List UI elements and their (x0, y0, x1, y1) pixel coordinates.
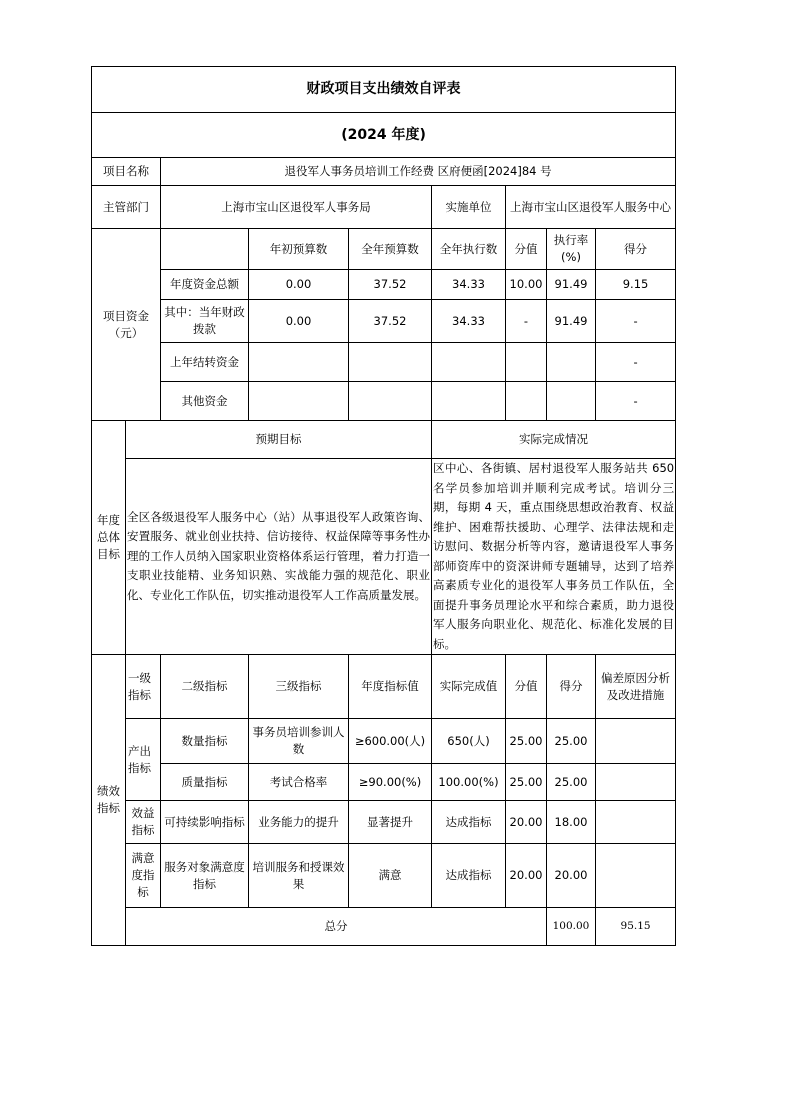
table-year: (2024 年度) (92, 113, 676, 158)
indicator-target: 显著提升 (349, 801, 432, 844)
funds-row-label: 年度资金总额 (161, 270, 249, 300)
funds-cell: 37.52 (349, 300, 432, 343)
funds-header: 执行率(%) (547, 229, 596, 270)
actual-result-label: 实际完成情况 (432, 421, 676, 459)
funds-cell: - (596, 343, 676, 382)
indicator-deviation (596, 764, 676, 801)
indicator-level3: 业务能力的提升 (249, 801, 349, 844)
funds-cell: 34.33 (432, 300, 506, 343)
funds-row-label: 其中：当年财政拨款 (161, 300, 249, 343)
total-score-value: 100.00 (547, 908, 596, 946)
indicator-level1: 产出指标 (126, 719, 161, 801)
funds-cell (249, 343, 349, 382)
table-title: 财政项目支出绩效自评表 (92, 67, 676, 113)
funds-cell: 10.00 (506, 270, 547, 300)
indicator-level3: 考试合格率 (249, 764, 349, 801)
indicator-header-target: 年度指标值 (349, 655, 432, 719)
funds-cell: 0.00 (249, 300, 349, 343)
funds-cell: 34.33 (432, 270, 506, 300)
funds-cell: 0.00 (249, 270, 349, 300)
funds-cell: - (596, 300, 676, 343)
indicator-actual: 100.00(%) (432, 764, 506, 801)
funds-cell: - (596, 382, 676, 421)
funds-cell (249, 382, 349, 421)
project-name-label: 项目名称 (92, 158, 161, 186)
indicator-score: 20.00 (547, 844, 596, 908)
funds-cell (432, 382, 506, 421)
funds-header: 分值 (506, 229, 547, 270)
indicator-level1: 效益指标 (126, 801, 161, 844)
funds-cell: 91.49 (547, 270, 596, 300)
indicator-level2: 可持续影响指标 (161, 801, 249, 844)
funds-cell (547, 382, 596, 421)
funds-cell (506, 382, 547, 421)
total-score: 95.15 (596, 908, 676, 946)
indicator-header-level2: 二级指标 (161, 655, 249, 719)
project-name: 退役军人事务员培训工作经费 区府便函[2024]84 号 (161, 158, 676, 186)
indicator-header-score: 得分 (547, 655, 596, 719)
indicator-score: 25.00 (547, 764, 596, 801)
impl-label: 实施单位 (432, 186, 506, 229)
total-label: 总分 (126, 908, 547, 946)
funds-header: 全年预算数 (349, 229, 432, 270)
indicator-score-value: 25.00 (506, 764, 547, 801)
funds-row-label: 其他资金 (161, 382, 249, 421)
indicator-score-value: 25.00 (506, 719, 547, 764)
indicator-header-level1: 一级指标 (126, 655, 161, 719)
indicator-score-value: 20.00 (506, 844, 547, 908)
indicator-header-actual: 实际完成值 (432, 655, 506, 719)
funds-header: 年初预算数 (249, 229, 349, 270)
funds-row-label: 上年结转资金 (161, 343, 249, 382)
indicator-level3: 培训服务和授课效果 (249, 844, 349, 908)
evaluation-form (91, 66, 676, 946)
funds-cell (349, 343, 432, 382)
indicator-level1: 满意度指标 (126, 844, 161, 908)
indicator-deviation (596, 844, 676, 908)
funds-cell (349, 382, 432, 421)
indicator-level2: 数量指标 (161, 719, 249, 764)
indicator-header-level3: 三级指标 (249, 655, 349, 719)
funds-cell: 9.15 (596, 270, 676, 300)
funds-cell: - (506, 300, 547, 343)
funds-cell (432, 343, 506, 382)
indicator-score: 18.00 (547, 801, 596, 844)
actual-result-text: 区中心、各街镇、居村退役军人服务站共 650 名学员参加培训并顺利完成考试。培训分三期，每期 4 天，重点围绕思想政治教育、权益维护、困难帮扶援助、心理学、法律法规和走访慰问、数据分析等内容，邀请退役军人事务部师资库中的资深讲师专题辅导，达到了培养高素质专业化的退役军人事务员工作队伍，全面提升事务员理论水平和综合素质，助力退役军人服务向职业化、规范化、标准化发展的目标。 (432, 459, 676, 655)
indicator-level3: 事务员培训参训人数 (249, 719, 349, 764)
funds-cell (547, 343, 596, 382)
dept-label: 主管部门 (92, 186, 161, 229)
funds-label: 项目资金（元） (92, 229, 161, 421)
funds-cell (506, 343, 547, 382)
funds-cell: 91.49 (547, 300, 596, 343)
dept-value: 上海市宝山区退役军人事务局 (161, 186, 432, 229)
expected-goal-text: 全区各级退役军人服务中心（站）从事退役军人政策咨询、安置服务、就业创业扶持、信访接待、权益保障等事务性办理的工作人员纳入国家职业资格体系运行管理，着力打造一支职业技能精、业务知识熟、实战能力强的规范化、职业化、专业化工作队伍，切实推动退役军人工作高质量发展。 (126, 459, 432, 655)
evaluation-table (91, 66, 676, 946)
indicator-actual: 达成指标 (432, 801, 506, 844)
indicator-score: 25.00 (547, 719, 596, 764)
indicator-score-value: 20.00 (506, 801, 547, 844)
indicator-target: ≥90.00(%) (349, 764, 432, 801)
funds-cell: 37.52 (349, 270, 432, 300)
funds-header-blank (161, 229, 249, 270)
indicator-actual: 达成指标 (432, 844, 506, 908)
funds-header: 全年执行数 (432, 229, 506, 270)
indicator-deviation (596, 719, 676, 764)
impl-value: 上海市宝山区退役军人服务中心 (506, 186, 676, 229)
indicators-label: 绩效指标 (92, 655, 126, 946)
funds-header: 得分 (596, 229, 676, 270)
goals-label: 年度总体目标 (92, 421, 126, 655)
indicator-deviation (596, 801, 676, 844)
indicator-header-score-value: 分值 (506, 655, 547, 719)
indicator-target: ≥600.00(人) (349, 719, 432, 764)
indicator-actual: 650(人) (432, 719, 506, 764)
indicator-target: 满意 (349, 844, 432, 908)
indicator-level2: 质量指标 (161, 764, 249, 801)
expected-goal-label: 预期目标 (126, 421, 432, 459)
indicator-level2: 服务对象满意度指标 (161, 844, 249, 908)
indicator-header-deviation: 偏差原因分析及改进措施 (596, 655, 676, 719)
